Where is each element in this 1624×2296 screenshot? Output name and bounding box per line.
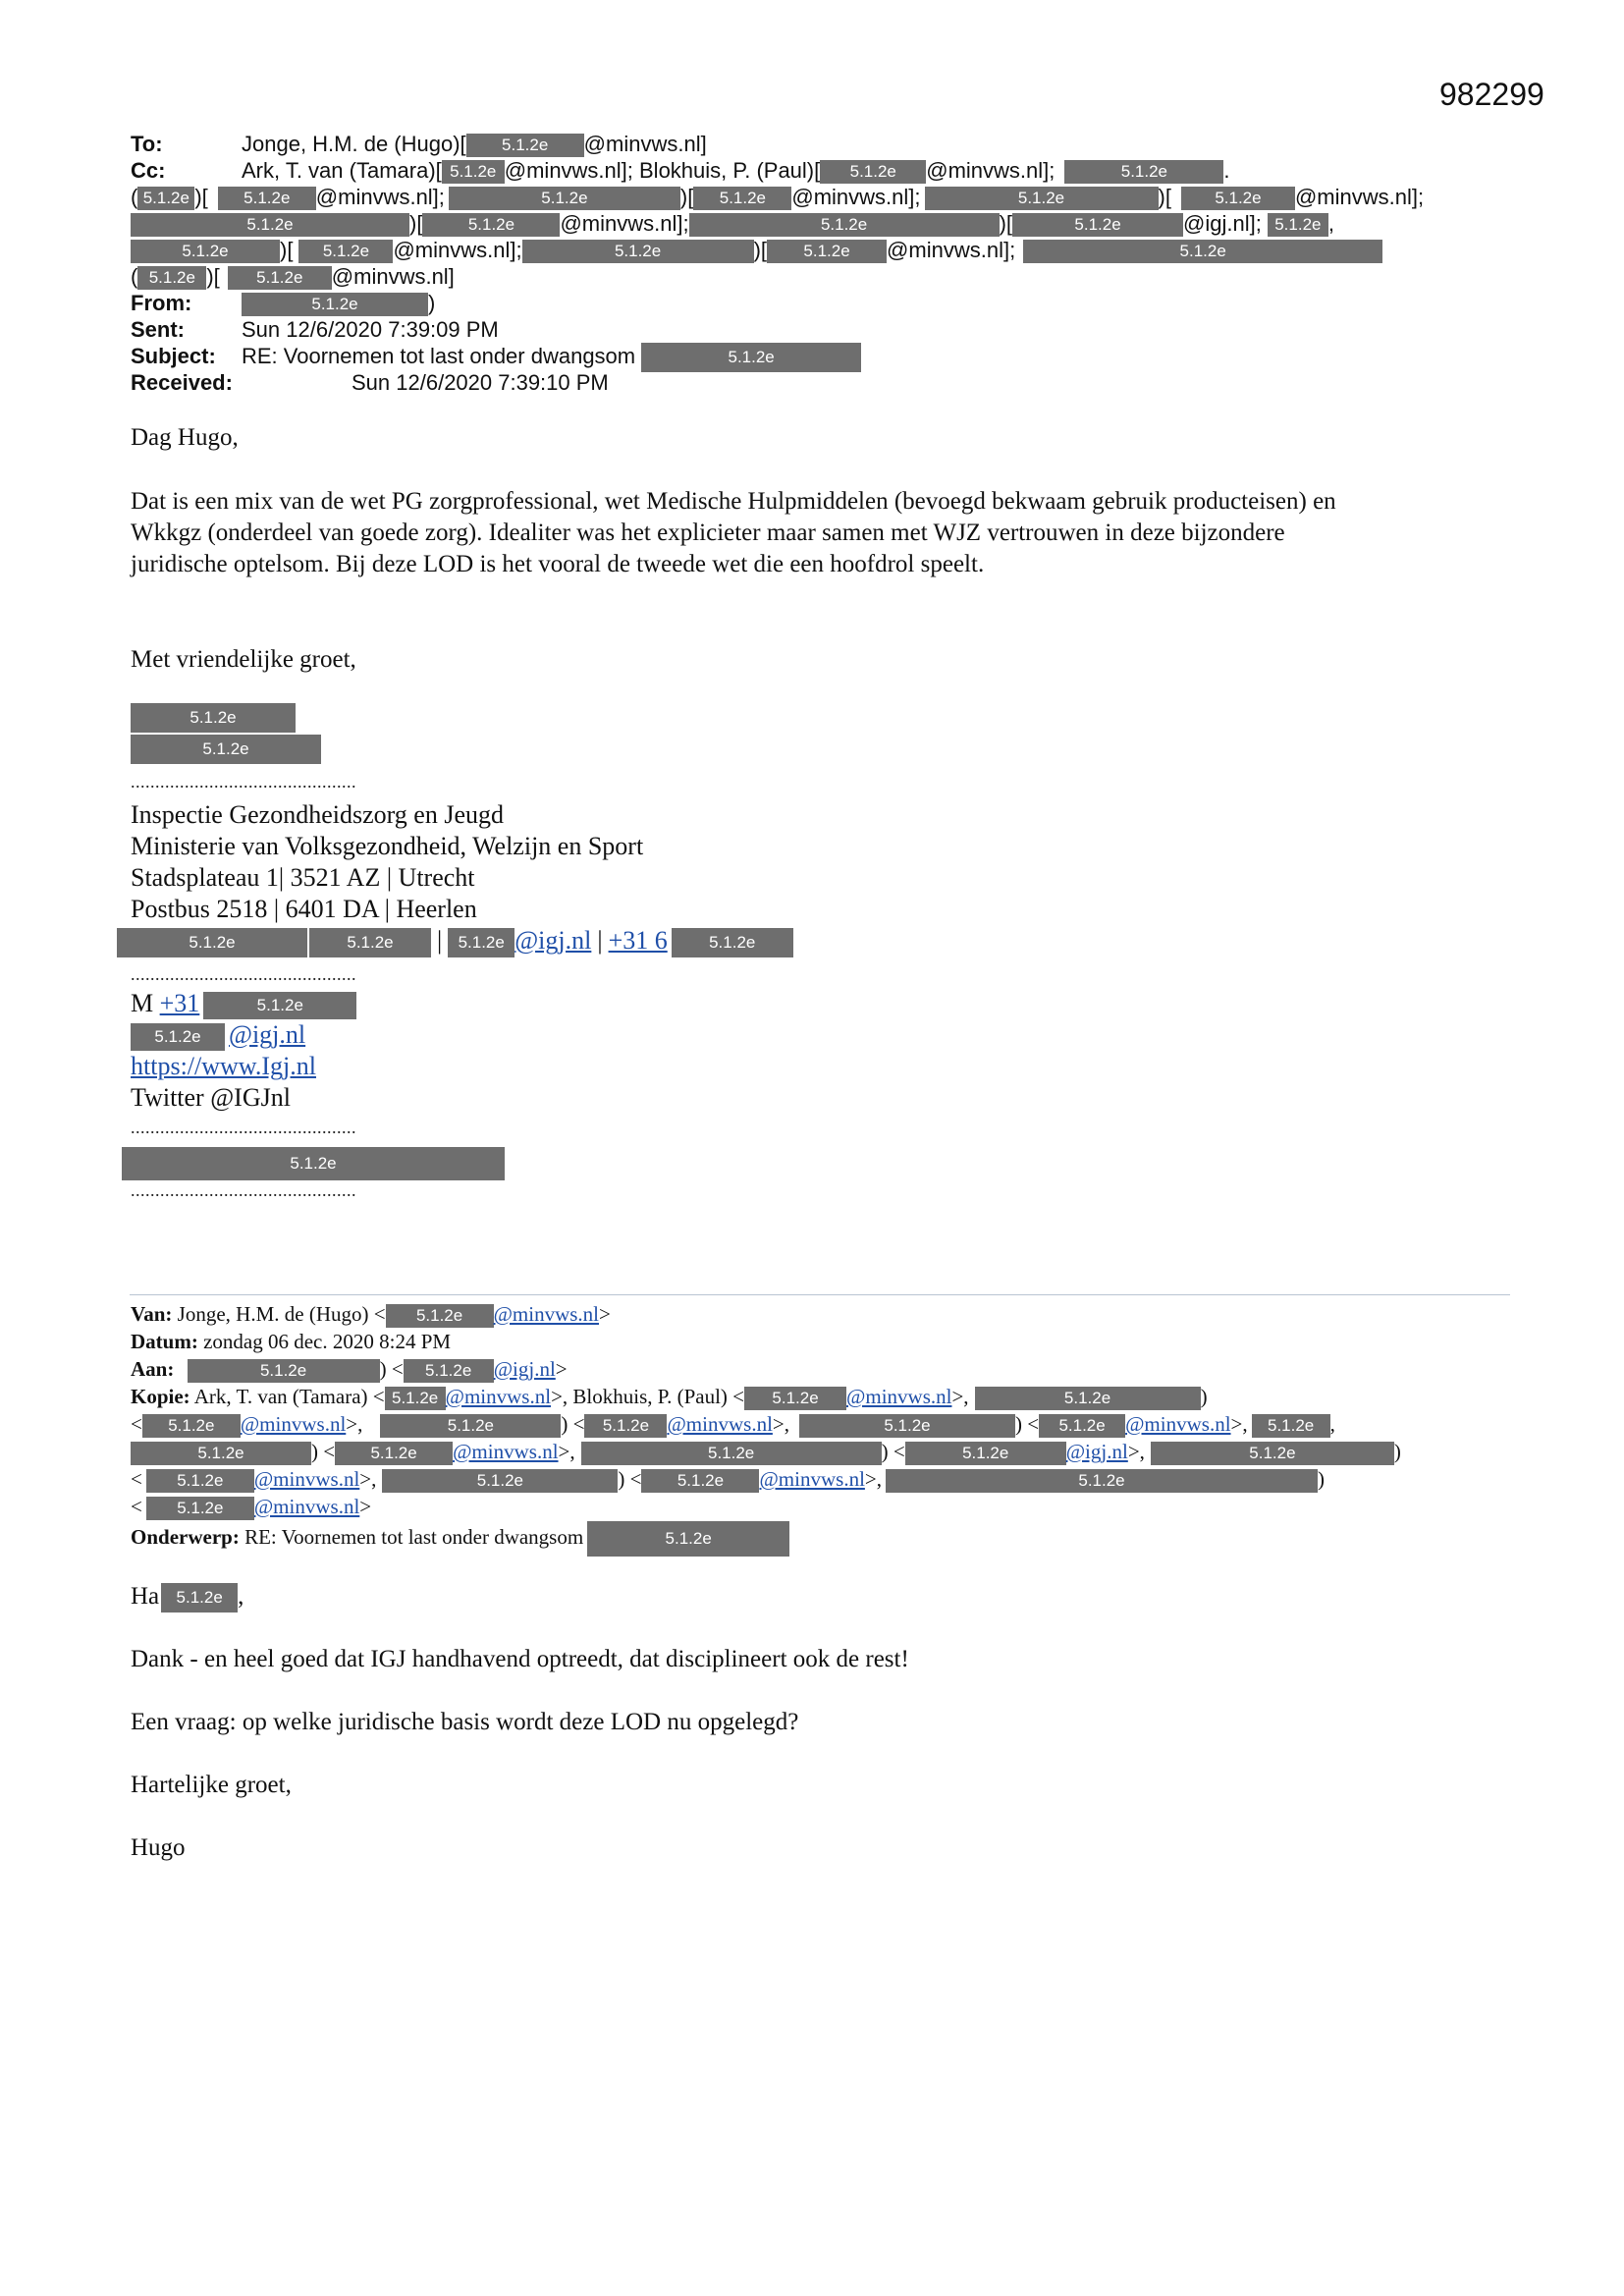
redaction: 5.1.2e bbox=[188, 1359, 380, 1383]
redaction: 5.1.2e bbox=[448, 928, 514, 957]
cc-line-3 bbox=[131, 210, 1334, 237]
signature-separator: .............................................. bbox=[131, 964, 356, 984]
signature-mobile bbox=[131, 988, 356, 1019]
kopie-text: ) < bbox=[561, 1412, 585, 1436]
cc-text: )[ bbox=[1158, 185, 1171, 209]
van-end: > bbox=[599, 1302, 611, 1326]
cc-line-2 bbox=[131, 184, 1424, 210]
kopie-email-link[interactable]: @minvws.nl bbox=[445, 1385, 552, 1408]
cc-text: @minvws.nl]; bbox=[791, 185, 921, 209]
signature-separator: .............................................. bbox=[131, 772, 356, 792]
kopie-text: , bbox=[1329, 1412, 1335, 1436]
signature-email bbox=[131, 1019, 305, 1051]
redaction: 5.1.2e bbox=[146, 1497, 254, 1520]
fwd-greeting bbox=[131, 1581, 244, 1613]
redaction: 5.1.2e bbox=[466, 134, 584, 157]
kopie-text: ) bbox=[1200, 1385, 1208, 1408]
kopie-email-link[interactable]: @minvws.nl bbox=[253, 1467, 360, 1491]
redaction: 5.1.2e bbox=[672, 928, 793, 957]
redaction: 5.1.2e bbox=[1252, 1414, 1330, 1438]
twitter-handle: Twitter @IGJnl bbox=[131, 1083, 291, 1112]
redaction: 5.1.2e bbox=[309, 928, 431, 957]
mobile-link[interactable]: +31 bbox=[159, 989, 200, 1017]
redaction: 5.1.2e bbox=[1064, 160, 1223, 184]
redaction: 5.1.2e bbox=[382, 1469, 618, 1493]
fwd-signoff: Hugo bbox=[131, 1834, 186, 1861]
cc-text: ( bbox=[131, 264, 138, 289]
redaction: 5.1.2e bbox=[1268, 213, 1328, 237]
van-email-link[interactable]: @minvws.nl bbox=[493, 1302, 600, 1326]
fwd-kopie-line-5 bbox=[131, 1493, 371, 1520]
cc-text: Ark, T. van (Tamara)[ bbox=[242, 158, 442, 183]
redaction: 5.1.2e bbox=[689, 213, 1000, 237]
greeting-suffix: , bbox=[238, 1583, 244, 1610]
redaction: 5.1.2e bbox=[925, 187, 1159, 210]
cc-text: @minvws.nl]; bbox=[1294, 185, 1425, 209]
cc-text: )[ bbox=[409, 211, 423, 236]
redaction: 5.1.2e bbox=[146, 1469, 254, 1493]
greeting-prefix: Ha bbox=[131, 1583, 160, 1610]
cc-text: , bbox=[1327, 211, 1334, 236]
kopie-text: >, bbox=[772, 1412, 789, 1436]
onderwerp-value: RE: Voornemen tot last onder dwangsom bbox=[244, 1524, 584, 1549]
cc-text: @minvws.nl]; bbox=[315, 185, 445, 209]
to-label: To: bbox=[131, 132, 163, 156]
signature-ministry: Ministerie van Volksgezondheid, Welzijn en Sport bbox=[131, 832, 644, 860]
kopie-text: < bbox=[131, 1412, 142, 1436]
subject-text: RE: Voornemen tot last onder dwangsom bbox=[242, 344, 636, 368]
signature-separator: .............................................. bbox=[131, 1180, 356, 1200]
redaction: 5.1.2e bbox=[122, 1147, 505, 1180]
fwd-van bbox=[131, 1300, 611, 1328]
contact-email-link[interactable]: @igj.nl bbox=[514, 926, 592, 955]
redaction: 5.1.2e bbox=[422, 213, 560, 237]
fwd-datum bbox=[131, 1328, 451, 1355]
signature-separator: .............................................. bbox=[131, 1118, 356, 1137]
cc-text: @minvws.nl]; bbox=[926, 158, 1056, 183]
mobile-label: M bbox=[131, 989, 154, 1017]
redaction: 5.1.2e bbox=[131, 240, 280, 263]
separator: | bbox=[597, 926, 603, 955]
redaction: 5.1.2e bbox=[137, 187, 194, 210]
cc-text: )[ bbox=[206, 264, 220, 289]
kopie-text: >, Blokhuis, P. (Paul) < bbox=[551, 1385, 745, 1408]
from-label: From: bbox=[131, 291, 192, 315]
cc-text: )[ bbox=[999, 211, 1013, 236]
onderwerp-label: Onderwerp: bbox=[131, 1524, 240, 1549]
document-number: 982299 bbox=[1439, 77, 1544, 112]
redaction: 5.1.2e bbox=[744, 1387, 846, 1410]
redaction: 5.1.2e bbox=[975, 1387, 1201, 1410]
kopie-text: ) < bbox=[881, 1440, 905, 1463]
redaction: 5.1.2e bbox=[581, 1442, 882, 1465]
kopie-text: < bbox=[131, 1495, 142, 1518]
cc-text: )[ bbox=[753, 238, 768, 262]
signature-address: Stadsplateau 1| 3521 AZ | Utrecht bbox=[131, 863, 475, 892]
aan-label: Aan: bbox=[131, 1357, 175, 1381]
redaction: 5.1.2e bbox=[218, 187, 316, 210]
fwd-closing: Hartelijke groet, bbox=[131, 1772, 292, 1798]
redaction: 5.1.2e bbox=[449, 187, 680, 210]
email-link[interactable]: @igj.nl bbox=[229, 1020, 306, 1049]
van-label: Van: bbox=[131, 1302, 173, 1326]
from-suffix: ) bbox=[428, 291, 436, 315]
kopie-text: < bbox=[131, 1467, 142, 1491]
cc-text: )[ bbox=[194, 185, 208, 209]
redaction: 5.1.2e bbox=[298, 240, 393, 263]
redaction: 5.1.2e bbox=[385, 1387, 446, 1410]
kopie-text: >, bbox=[346, 1412, 363, 1436]
body-line-1: Dat is een mix van de wet PG zorgprofessional, wet Medische Hulpmiddelen (bevoegd bekwaam gebruik producteisen) en bbox=[131, 488, 1336, 515]
sent-label: Sent: bbox=[131, 317, 185, 342]
redaction: 5.1.2e bbox=[161, 1583, 238, 1613]
redaction: 5.1.2e bbox=[767, 240, 887, 263]
redaction: 5.1.2e bbox=[886, 1469, 1318, 1493]
kopie-email-link[interactable]: @minvws.nl bbox=[453, 1440, 559, 1463]
redaction: 5.1.2e bbox=[404, 1359, 494, 1383]
cc-text: @minvws.nl]; bbox=[560, 211, 689, 236]
greeting: Dag Hugo, bbox=[131, 424, 239, 451]
cc-text: @minvws.nl] bbox=[331, 264, 455, 289]
redaction: 5.1.2e bbox=[693, 187, 791, 210]
kopie-text: >, bbox=[864, 1467, 882, 1491]
redaction: 5.1.2e bbox=[641, 1469, 759, 1493]
redaction: 5.1.2e bbox=[137, 266, 206, 290]
fwd-kopie-line-3 bbox=[131, 1438, 1401, 1465]
kopie-email-link[interactable]: @minvws.nl bbox=[240, 1412, 347, 1436]
fwd-kopie-line-4 bbox=[131, 1465, 1325, 1493]
cc-text: ( bbox=[131, 185, 138, 209]
signature-postbus: Postbus 2518 | 6401 DA | Heerlen bbox=[131, 895, 477, 923]
kopie-text: >, bbox=[1230, 1412, 1248, 1436]
redaction: 5.1.2e bbox=[131, 213, 409, 237]
separator: | bbox=[437, 926, 443, 955]
kopie-text: > bbox=[359, 1495, 372, 1518]
redaction: 5.1.2e bbox=[584, 1414, 667, 1438]
cc-line-1 bbox=[242, 157, 1230, 184]
datum-value: zondag 06 dec. 2020 8:24 PM bbox=[203, 1330, 452, 1353]
cc-text: @minvws.nl]; bbox=[393, 238, 522, 262]
redaction: 5.1.2e bbox=[905, 1442, 1066, 1465]
kopie-text: Ark, T. van (Tamara) < bbox=[193, 1385, 385, 1408]
fwd-kopie-line-2 bbox=[131, 1410, 1335, 1438]
van-name: Jonge, H.M. de (Hugo) < bbox=[177, 1302, 386, 1326]
kopie-email-link[interactable]: @minvws.nl bbox=[846, 1385, 952, 1408]
redaction: 5.1.2e bbox=[1151, 1442, 1394, 1465]
redaction: 5.1.2e bbox=[335, 1442, 453, 1465]
signature-contact-line bbox=[117, 925, 793, 957]
redaction: 5.1.2e bbox=[1039, 1414, 1125, 1438]
fwd-body-line-2: Een vraag: op welke juridische basis wordt deze LOD nu opgelegd? bbox=[131, 1709, 799, 1735]
fwd-onderwerp bbox=[131, 1521, 789, 1557]
kopie-text: >, bbox=[359, 1467, 377, 1491]
cc-text: . bbox=[1223, 158, 1230, 183]
redaction: 5.1.2e bbox=[117, 928, 307, 957]
kopie-text: >, bbox=[1127, 1440, 1145, 1463]
cc-text: @minvws.nl]; bbox=[887, 238, 1016, 262]
forward-divider bbox=[130, 1294, 1510, 1295]
redaction: 5.1.2e bbox=[799, 1414, 1015, 1438]
cc-text: @igj.nl]; bbox=[1183, 211, 1262, 236]
to-email-suffix: @minvws.nl] bbox=[583, 132, 707, 156]
datum-label: Datum: bbox=[131, 1330, 198, 1353]
signature-org: Inspectie Gezondheidszorg en Jeugd bbox=[131, 800, 505, 829]
fwd-body-line-1: Dank - en heel goed dat IGJ handhavend optreedt, dat disciplineert ook de rest! bbox=[131, 1646, 909, 1672]
kopie-email-link[interactable]: @minvws.nl bbox=[253, 1495, 360, 1518]
website-link[interactable]: https://www.Igj.nl bbox=[131, 1052, 316, 1080]
kopie-text: >, bbox=[558, 1440, 575, 1463]
cc-line-5 bbox=[131, 263, 455, 290]
cc-line-4 bbox=[131, 237, 1382, 263]
kopie-email-link[interactable]: @minvws.nl bbox=[1125, 1412, 1231, 1436]
cc-label: Cc: bbox=[131, 158, 166, 183]
redaction: 5.1.2e bbox=[1023, 240, 1382, 263]
body-line-2: Wkkgz (onderdeel van goede zorg). Idealiter was het explicieter maar samen met WJZ vertrouwen in deze bijzondere bbox=[131, 519, 1285, 546]
aan-email-link[interactable]: @igj.nl bbox=[493, 1357, 556, 1381]
received-value: Sun 12/6/2020 7:39:10 PM bbox=[352, 370, 609, 395]
subject-label: Subject: bbox=[131, 344, 216, 368]
redaction: 5.1.2e bbox=[131, 1023, 225, 1051]
cc-text: )[ bbox=[679, 185, 694, 209]
redaction: 5.1.2e bbox=[442, 160, 505, 184]
kopie-email-link[interactable]: @minvws.nl bbox=[759, 1467, 865, 1491]
from-value bbox=[242, 290, 435, 316]
redaction: 5.1.2e bbox=[203, 992, 356, 1019]
redaction: 5.1.2e bbox=[228, 266, 332, 290]
redaction: 5.1.2e bbox=[587, 1521, 789, 1557]
redaction: 5.1.2e bbox=[1181, 187, 1295, 210]
cc-text: )[ bbox=[280, 238, 294, 262]
kopie-text: >, bbox=[951, 1385, 969, 1408]
kopie-text: ) bbox=[1393, 1440, 1401, 1463]
kopie-text: ) bbox=[1318, 1467, 1325, 1491]
redaction: 5.1.2e bbox=[242, 293, 428, 316]
kopie-label: Kopie: bbox=[131, 1385, 190, 1408]
received-label: Received: bbox=[131, 370, 233, 395]
aan-mid: ) < bbox=[379, 1357, 404, 1381]
fwd-aan bbox=[131, 1355, 568, 1383]
to-name: Jonge, H.M. de (Hugo)[ bbox=[242, 132, 466, 156]
contact-phone-link[interactable]: +31 6 bbox=[608, 926, 668, 955]
kopie-text: ) < bbox=[311, 1440, 336, 1463]
redaction: 5.1.2e bbox=[131, 703, 296, 733]
redaction: 5.1.2e bbox=[820, 160, 926, 184]
redaction: 5.1.2e bbox=[142, 1414, 241, 1438]
fwd-kopie-line-1 bbox=[131, 1383, 1208, 1410]
redaction: 5.1.2e bbox=[641, 343, 861, 372]
to-value bbox=[242, 131, 707, 157]
redaction: 5.1.2e bbox=[386, 1304, 494, 1328]
body-line-3: juridische optelsom. Bij deze LOD is het vooral de tweede wet die een hoofdrol speelt. bbox=[131, 551, 985, 577]
kopie-email-link[interactable]: @minvws.nl bbox=[667, 1412, 773, 1436]
sent-value: Sun 12/6/2020 7:39:09 PM bbox=[242, 317, 499, 342]
cc-text: @minvws.nl]; Blokhuis, P. (Paul)[ bbox=[504, 158, 821, 183]
redaction: 5.1.2e bbox=[522, 240, 754, 263]
redaction: 5.1.2e bbox=[131, 735, 321, 764]
subject-value bbox=[242, 343, 861, 372]
kopie-text: ) < bbox=[618, 1467, 642, 1491]
redaction: 5.1.2e bbox=[1012, 213, 1183, 237]
redaction: 5.1.2e bbox=[380, 1414, 561, 1438]
aan-end: > bbox=[555, 1357, 568, 1381]
kopie-email-link[interactable]: @igj.nl bbox=[1065, 1440, 1128, 1463]
kopie-text: ) < bbox=[1015, 1412, 1040, 1436]
closing: Met vriendelijke groet, bbox=[131, 646, 356, 673]
redaction: 5.1.2e bbox=[131, 1442, 311, 1465]
